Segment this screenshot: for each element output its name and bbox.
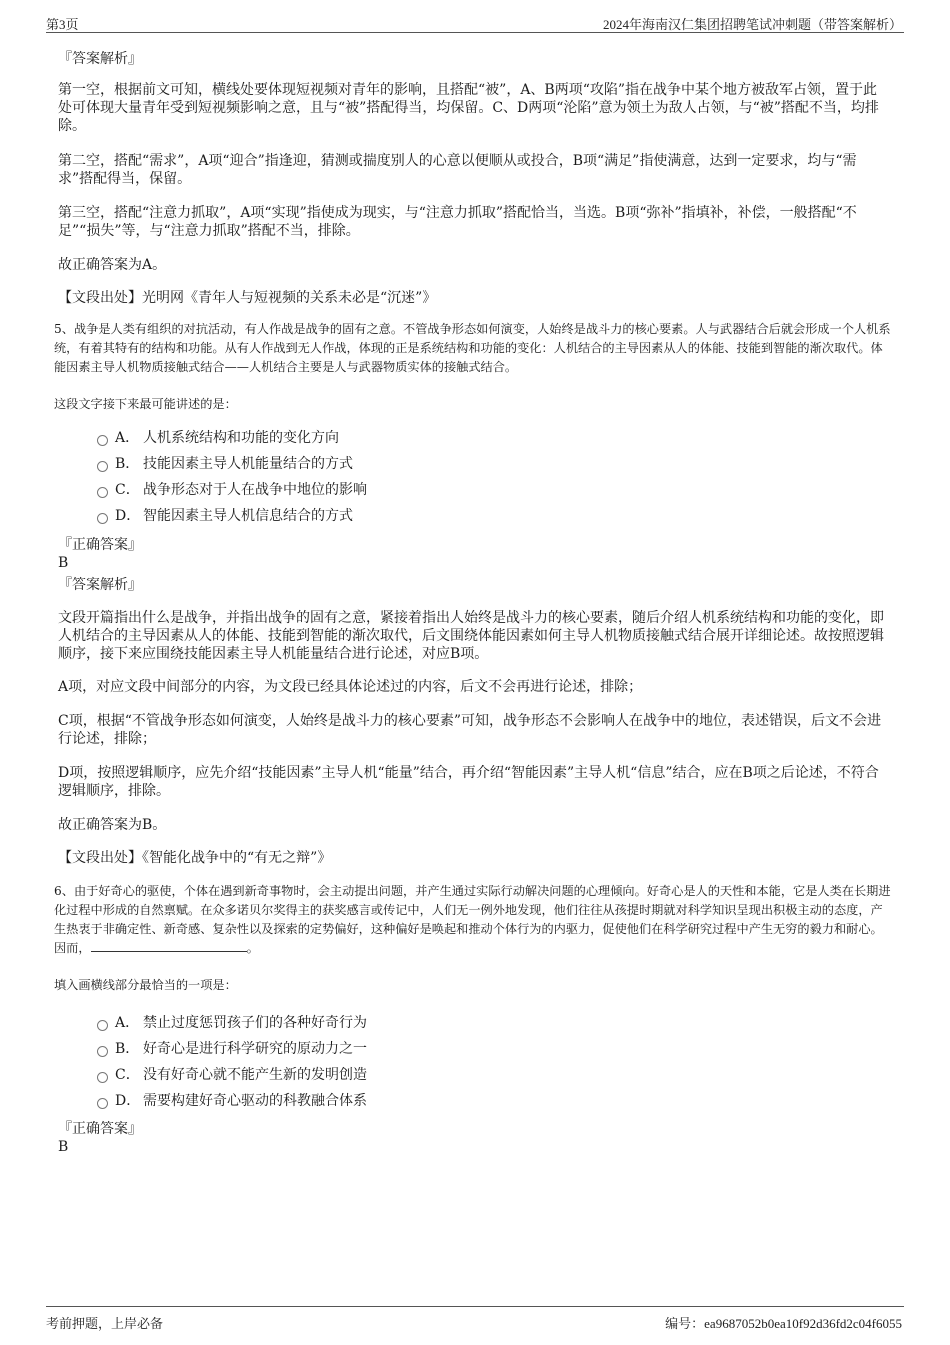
question-5-option-d[interactable]: D． 智能因素主导人机信息结合的方式 [97,506,353,526]
page-footer [46,1306,904,1331]
question-5-option-c[interactable]: C． 战争形态对于人在战争中地位的影响 [97,480,367,500]
radio-icon[interactable] [97,1098,108,1109]
prev-analysis-label: 『答案解析』 [58,51,142,67]
prev-conclusion: 故正确答案为A。 [58,257,167,273]
prev-analysis-paragraph-2: 第二空，搭配“需求”，A项“迎合”指逢迎，猜测或揣度别人的心意以便顺从或投合，B项“满足”指使满意，达到一定要求，均与“需求”搭配得当，保留。 [58,153,857,187]
prev-source: 【文段出处】光明网《青年人与短视频的关系未必是“沉迷”》 [58,290,437,306]
prev-analysis-paragraph-1: 第一空，根据前文可知，横线处要体现短视频对青年的影响，且搭配“被”，A、B两项“攻陷”指在战争中某个地方被敌军占领，置于此处可体现大量青年受到短视频影响之意，且与“被”搭配得当，均保留。C、D两项“沦陷”意为领土为敌人占领，与“被”搭配不当，均排除。 [58,82,879,134]
question-5-analysis-paragraph-2: A项，对应文段中间部分的内容，为文段已经具体论述过的内容，后文不会再进行论述，排除； [58,679,643,695]
radio-icon[interactable] [97,513,108,524]
question-6-option-b[interactable]: B． 好奇心是进行科学研究的原动力之一 [97,1039,367,1059]
question-5-option-b[interactable]: B． 技能因素主导人机能量结合的方式 [97,454,353,474]
question-5-conclusion: 故正确答案为B。 [58,817,167,833]
question-6-option-c[interactable]: C． 没有好奇心就不能产生新的发明创造 [97,1065,367,1085]
radio-icon[interactable] [97,1072,108,1083]
footer-slogan: 考前押题，上岸必备 [46,1316,164,1331]
prev-analysis-paragraph-3: 第三空，搭配“注意力抓取”，A项“实现”指使成为现实，与“注意力抓取”搭配恰当，当选。B项“弥补”指填补，补偿，一般搭配“不足”“损失”等，与“注意力抓取”搭配不当，排除。 [58,205,857,239]
question-6-correct-label: 『正确答案』 [58,1121,142,1137]
document-title: 2024年海南汉仁集团招聘笔试冲刺题（带答案解析） [602,17,902,32]
question-6-option-a[interactable]: A． 禁止过度惩罚孩子们的各种好奇行为 [97,1013,367,1033]
question-5-source: 【文段出处】《智能化战争中的“有无之辩”》 [58,850,332,866]
question-6-option-d[interactable]: D． 需要构建好奇心驱动的科教融合体系 [97,1091,367,1111]
radio-icon[interactable] [97,435,108,446]
question-5-analysis-paragraph-1: 文段开篇指出什么是战争，并指出战争的固有之意，紧接着指出人始终是战斗力的核心要素，随后介绍人机系统结构和功能的变化，即人机结合的主导因素从人的体能、技能到智能的渐次取代，后文围绕体能因素如何主导人机物质接触式结合展开详细论述。故按照逻辑顺序，接下来应围绕技能因素主导人机能量结合进行论述，对应B项。 [58,610,884,662]
footer-serial: 编号：ea9687052b0ea10f92d36fd2c04f6055 [665,1316,902,1331]
question-5-option-a[interactable]: A． 人机系统结构和功能的变化方向 [97,428,339,448]
answer-blank [91,939,247,952]
question-5-prompt: 这段文字接下来最可能讲述的是： [54,397,237,411]
question-5-analysis-paragraph-3: C项，根据“不管战争形态如何演变，人始终是战斗力的核心要素”可知，战争形态不会影响人在战争中的地位，表述错误，后文不会进行论述，排除； [58,713,882,747]
question-5-text: 5、战争是人类有组织的对抗活动，有人作战是战争的固有之意。不管战争形态如何演变，人始终是战斗力的核心要素。人与武器结合后就会形成一个人机系统，有着其特有的结构和功能。从有人作战到无人作战，体现的正是系统结构和功能的变化：人机结合的主导因素从人的体能、技能到智能的渐次取代。体能因素主导人机物质接触式结合——人机结合主要是人与武器物质实体的接触式结合。 [54,322,891,374]
radio-icon[interactable] [97,1046,108,1057]
question-6-prompt: 填入画横线部分最恰当的一项是： [54,978,237,992]
question-6-text: 6、由于好奇心的驱使，个体在遇到新奇事物时，会主动提出问题，并产生通过实际行动解决问题的心理倾向。好奇心是人的天性和本能，它是人类在长期进化过程中形成的自然禀赋。在众多诺贝尔奖得主的获奖感言或传记中，人们无一例外地发现，他们往往从孩提时期就对科学知识呈现出积极主动的态度，产生热衷于非确定性、新奇感、复杂性以及探索的定势偏好，这种偏好是唤起和推动个体行为的内驱力，促使他们在科学研究过程中产生无穷的毅力和耐心。因而， 。 [54,884,891,955]
radio-icon[interactable] [97,1020,108,1031]
question-5-correct-answer: B [58,555,69,571]
radio-icon[interactable] [97,461,108,472]
question-5-correct-label: 『正确答案』 [58,537,142,553]
page-header [46,12,904,33]
question-5-analysis-paragraph-4: D项，按照逻辑顺序，应先介绍“技能因素”主导人机“能量”结合，再介绍“智能因素”主导人机“信息”结合，应在B项之后论述，不符合逻辑顺序，排除。 [58,765,879,799]
page-number: 第3页 [46,17,79,32]
radio-icon[interactable] [97,487,108,498]
question-5-analysis-label: 『答案解析』 [58,577,142,593]
question-6-correct-answer: B [58,1139,69,1155]
